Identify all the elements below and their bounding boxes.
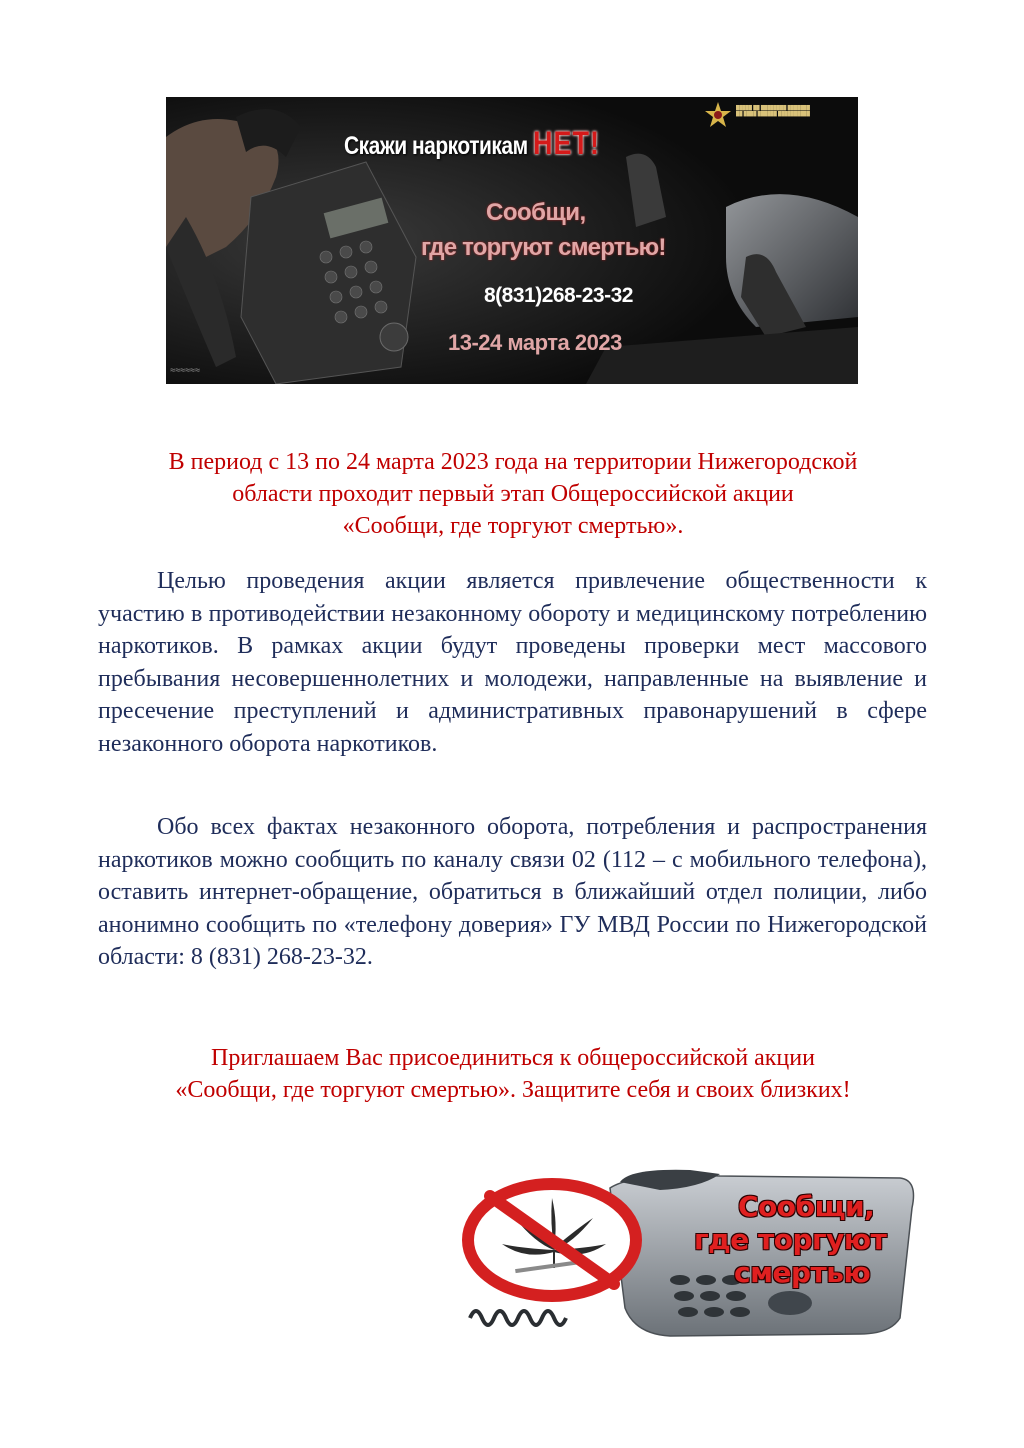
phone-nav-button [380,323,408,351]
logo-slogan-line2: где торгуют [694,1223,887,1256]
banner-report-line2: где торгуют смертью! [421,234,666,261]
banner-dates: 13-24 марта 2023 [448,330,622,355]
bottom-campaign-logo [460,1168,920,1338]
invitation [98,1042,928,1106]
intro-line: области проходит первый этап Общероссийской акции [232,481,794,507]
intro-announcement [98,446,928,542]
banner-report-line1: Сообщи, [486,199,586,226]
banner-watermark: ≈≈≈≈≈≈ [170,365,200,375]
banner-headline: Скажи наркотикам НЕТ! [344,125,600,161]
logo-slogan-line3: смертью [734,1256,871,1289]
campaign-banner [166,97,858,384]
paragraph-purpose: Целью проведения акции является привлечение общественности к участию в противодействии незаконному обороту и медицинскому потреблению наркотиков. В рамках акции будут проведены проверки мест массового пребывания несовершеннолетних и молодежи, направленные на выявление и пресечение преступлений и административных правонарушений в сфере незаконного оборота наркотиков. [98,568,927,757]
ip-phone-nav [768,1291,812,1315]
banner-phone: 8(831)268-23-32 [484,284,633,307]
banner-headline-no: НЕТ! [532,125,600,161]
intro-line: «Сообщи, где торгуют смертью». [342,513,684,539]
police-emblem-icon [704,101,732,129]
logo-slogan-line1: Сообщи, [738,1190,875,1223]
logo-slogan [694,1190,924,1289]
invitation-line: «Сообщи, где торгуют смертью». Защитите себя и своих близких! [175,1077,851,1103]
banner-report [401,195,701,265]
invitation-line: Приглашаем Вас присоединиться к общероссийской акции [211,1045,815,1071]
phone-cord [470,1311,566,1325]
paragraph-report-channels: Обо всех фактах незаконного оборота, потребления и распространения наркотиков можно сообщить по каналу связи 02 (112 – с мобильного телефона), оставить интернет-обращение, обратиться в ближайший отдел полиции, либо анонимно сообщить по «телефону доверия» ГУ МВД России по Нижегородской области: 8 (831) 268-23-32. [98,814,927,970]
emblem-caption: █████ ██ ████████ ███████ ██ ████ ██████ ██████████ [736,105,810,116]
intro-line: В период с 13 по 24 марта 2023 года на территории Нижегородской [168,449,858,475]
